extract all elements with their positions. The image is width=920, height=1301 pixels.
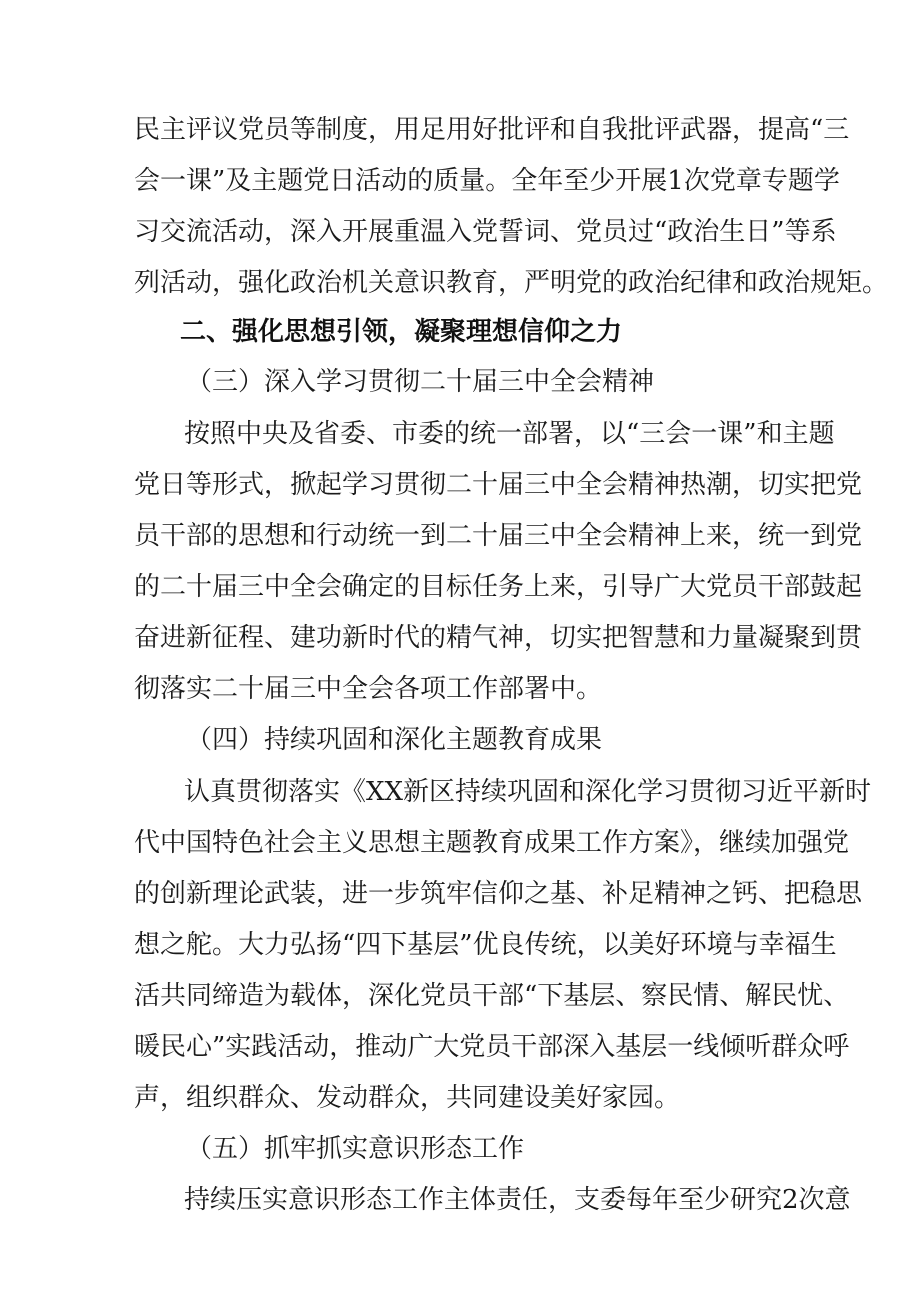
paragraph-line: 想之舵。大力弘扬“四下基层”优良传统，以美好环境与幸福生 [134,930,837,960]
paragraph-line: 的二十届三中全会确定的目标任务上来，引导广大党员干部鼓起 [134,572,863,602]
paragraph-line: 列活动，强化政治机关意识教育，严明党的政治纪律和政治规矩。 [134,268,889,298]
section-heading: 二、强化思想引领，凝聚理想信仰之力 [180,317,623,347]
paragraph-line: 暖民心”实践活动，推动广大党员干部深入基层一线倾听群众呼 [134,1032,850,1062]
paragraph-line: 民主评议党员等制度，用足用好批评和自我批评武器，提高“三 [134,115,850,145]
subsection-title-5: （五）抓牢抓实意识形态工作 [186,1134,525,1164]
paragraph-line: 活共同缔造为载体，深化党员干部“下基层、察民情、解民忧、 [134,981,850,1011]
paragraph-line: 持续压实意识形态工作主体责任，支委每年至少研究2次意 [184,1185,851,1215]
paragraph-line: 习交流活动，深入开展重温入党誓词、党员过“政治生日”等系 [134,217,837,247]
paragraph-line: 员干部的思想和行动统一到二十届三中全会精神上来，统一到党 [134,521,863,551]
subsection-title-3: （三）深入学习贯彻二十届三中全会精神 [186,367,655,397]
paragraph-line: 党日等形式，掀起学习贯彻二十届三中全会精神热潮，切实把党 [134,470,863,500]
paragraph-line: 奋进新征程、建功新时代的精气神，切实把智慧和力量凝聚到贯 [134,623,863,653]
paragraph-line: 声，组织群众、发动群众，共同建设美好家园。 [134,1083,681,1113]
paragraph-line: 按照中央及省委、市委的统一部署，以“三会一课”和主题 [184,419,835,449]
subsection-title-4: （四）持续巩固和深化主题教育成果 [186,725,603,755]
paragraph-line: 认真贯彻落实《XX新区持续巩固和深化学习贯彻习近平新时 [184,777,872,807]
paragraph-line: 会一课”及主题党日活动的质量。全年至少开展1次党章专题学 [134,166,840,196]
paragraph-line: 彻落实二十届三中全会各项工作部署中。 [134,674,603,704]
paragraph-line: 代中国特色社会主义思想主题教育成果工作方案》，继续加强党 [134,828,850,858]
paragraph-line: 的创新理论武装，进一步筑牢信仰之基、补足精神之钙、把稳思 [134,879,863,909]
